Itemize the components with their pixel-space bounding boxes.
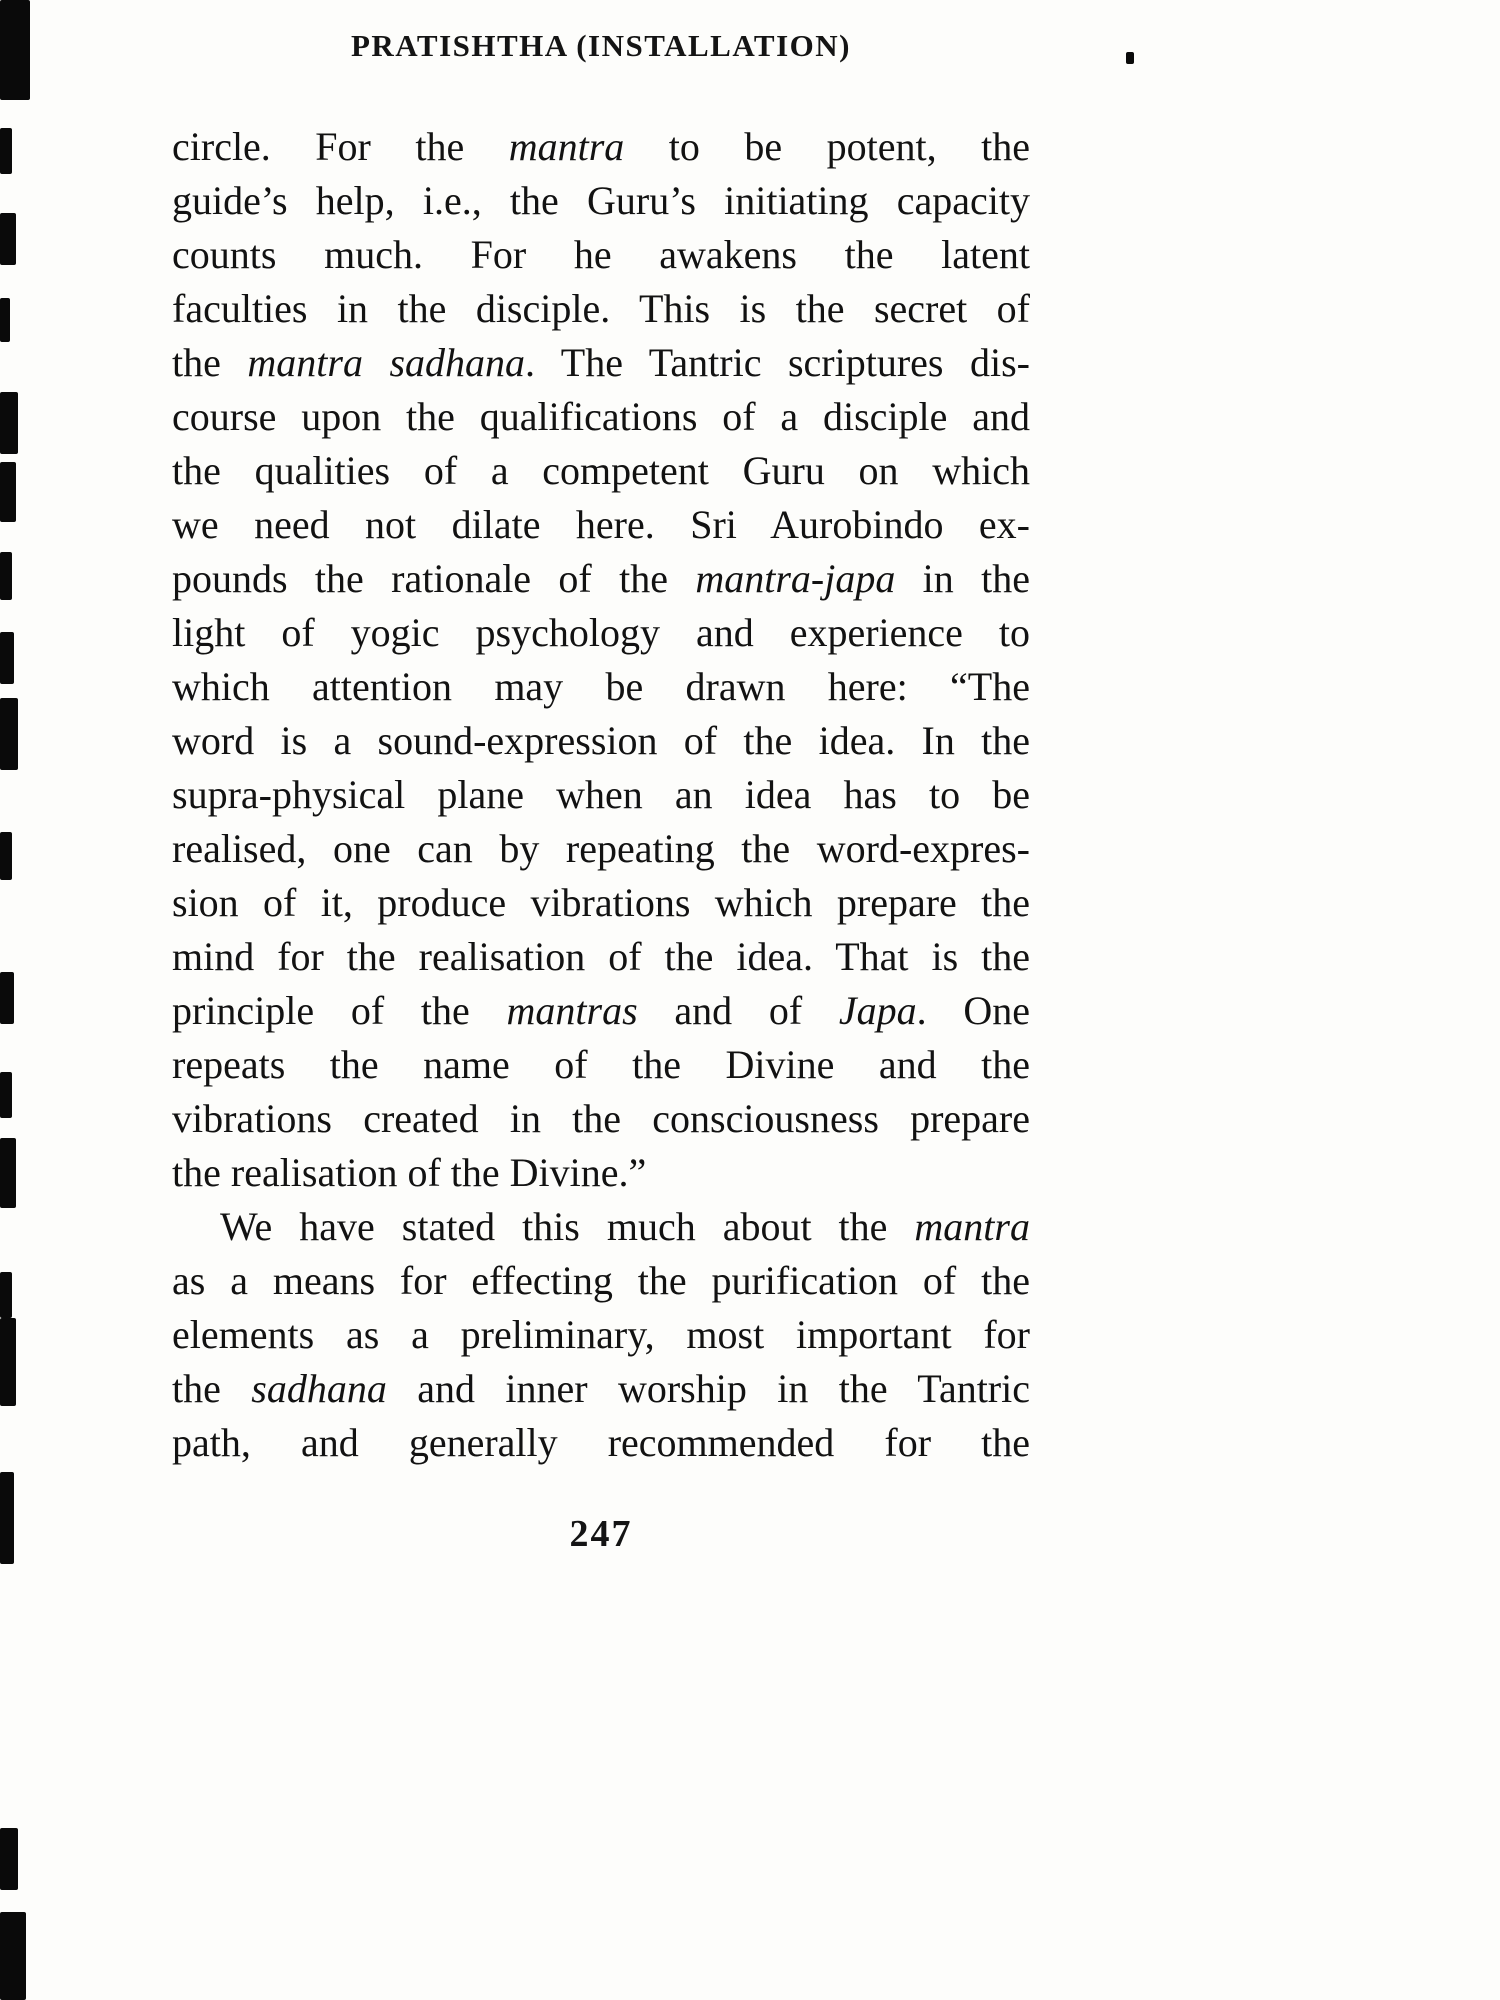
italic-text-segment: mantra — [508, 124, 625, 169]
text-line — [172, 498, 1030, 552]
text-segment: the realisation of the Divine.” — [172, 1150, 647, 1195]
text-segment: to be potent, the — [624, 124, 1031, 169]
text-line — [172, 120, 1030, 174]
scan-artifact — [1126, 52, 1134, 64]
scan-artifact — [0, 1072, 12, 1118]
text-line — [172, 1092, 1030, 1146]
text-segment: the — [172, 1366, 252, 1411]
text-segment: counts much. For he awakens the latent — [172, 232, 1030, 277]
text-line — [172, 1146, 1030, 1200]
text-segment: . One — [916, 988, 1031, 1033]
text-segment: and inner worship in the Tantric — [386, 1366, 1030, 1411]
page-number: 247 — [569, 1513, 633, 1555]
italic-text-segment: mantra — [914, 1204, 1030, 1249]
text-line — [172, 1254, 1030, 1308]
text-line — [172, 228, 1030, 282]
scan-artifact — [0, 298, 10, 342]
italic-text-segment: mantra-japa — [695, 556, 896, 601]
text-segment: which attention may be drawn here: “The — [172, 664, 1030, 709]
text-line — [172, 876, 1030, 930]
text-line — [172, 768, 1030, 822]
scan-artifact — [0, 832, 12, 880]
text-line — [172, 174, 1030, 228]
text-segment: principle of the — [172, 988, 507, 1033]
scan-artifact — [0, 972, 14, 1024]
scan-artifact — [0, 632, 14, 684]
scan-artifact — [0, 128, 12, 174]
text-line — [172, 1362, 1030, 1416]
text-line — [172, 552, 1030, 606]
text-segment: pounds the rationale of the — [172, 556, 696, 601]
text-line — [172, 1038, 1030, 1092]
text-line — [172, 822, 1030, 876]
scan-artifact — [0, 392, 18, 454]
italic-text-segment: mantras — [506, 988, 638, 1033]
text-segment: realised, one can by repeating the word-expres- — [172, 826, 1030, 871]
text-line — [172, 336, 1030, 390]
text-segment: sion of it, produce vibrations which prepare the — [172, 880, 1030, 925]
scan-artifact — [0, 462, 16, 522]
text-line — [172, 714, 1030, 768]
text-segment: course upon the qualifications of a disciple and — [172, 394, 1030, 439]
scan-artifact — [0, 1138, 16, 1208]
text-segment: guide’s help, i.e., the Guru’s initiating capacity — [172, 178, 1030, 223]
text-segment: the — [172, 340, 248, 385]
italic-text-segment: mantra sadhana — [247, 340, 526, 385]
text-segment: as a means for effecting the purification of the — [172, 1258, 1030, 1303]
italic-text-segment: Japa — [838, 988, 917, 1033]
text-segment: supra-physical plane when an idea has to be — [172, 772, 1030, 817]
scan-artifact — [0, 0, 30, 100]
text-line — [172, 1308, 1030, 1362]
page-header: PRATISHTHA (INSTALLATION) — [350, 28, 851, 63]
scan-artifact — [0, 213, 16, 265]
text-segment: the qualities of a competent Guru on which — [172, 448, 1030, 493]
text-line — [172, 444, 1030, 498]
scan-artifact — [0, 1828, 18, 1890]
text-segment: light of yogic psychology and experience to — [172, 610, 1030, 655]
scan-artifact — [0, 1472, 14, 1564]
text-segment: elements as a preliminary, most important for — [172, 1312, 1030, 1357]
text-segment: vibrations created in the consciousness prepare — [172, 1096, 1030, 1141]
text-segment: path, and generally recommended for the — [172, 1420, 1030, 1465]
text-line — [172, 390, 1030, 444]
text-line — [172, 1200, 1030, 1254]
text-segment: and of — [637, 988, 839, 1033]
text-line — [172, 282, 1030, 336]
scan-artifact — [0, 1912, 26, 2000]
text-segment: repeats the name of the Divine and the — [172, 1042, 1030, 1087]
text-segment: . The Tantric scriptures dis- — [525, 340, 1030, 385]
scan-artifact — [0, 698, 18, 770]
text-line — [172, 660, 1030, 714]
scan-artifact — [0, 1272, 12, 1318]
italic-text-segment: sadhana — [251, 1366, 387, 1411]
scan-artifact — [0, 1318, 16, 1406]
text-line — [172, 930, 1030, 984]
text-line — [172, 984, 1030, 1038]
text-segment: faculties in the disciple. This is the secret of — [172, 286, 1030, 331]
text-segment: circle. For the — [172, 124, 509, 169]
text-segment: we need not dilate here. Sri Aurobindo ex- — [172, 502, 1030, 547]
text-segment: mind for the realisation of the idea. That is the — [172, 934, 1030, 979]
text-segment: word is a sound-expression of the idea. In the — [172, 718, 1030, 763]
text-line — [172, 1416, 1030, 1470]
text-segment: in the — [895, 556, 1030, 601]
scan-artifact — [0, 552, 12, 600]
text-line — [172, 606, 1030, 660]
page-body-text — [172, 120, 1030, 1470]
text-segment: We have stated this much about the — [220, 1204, 915, 1249]
